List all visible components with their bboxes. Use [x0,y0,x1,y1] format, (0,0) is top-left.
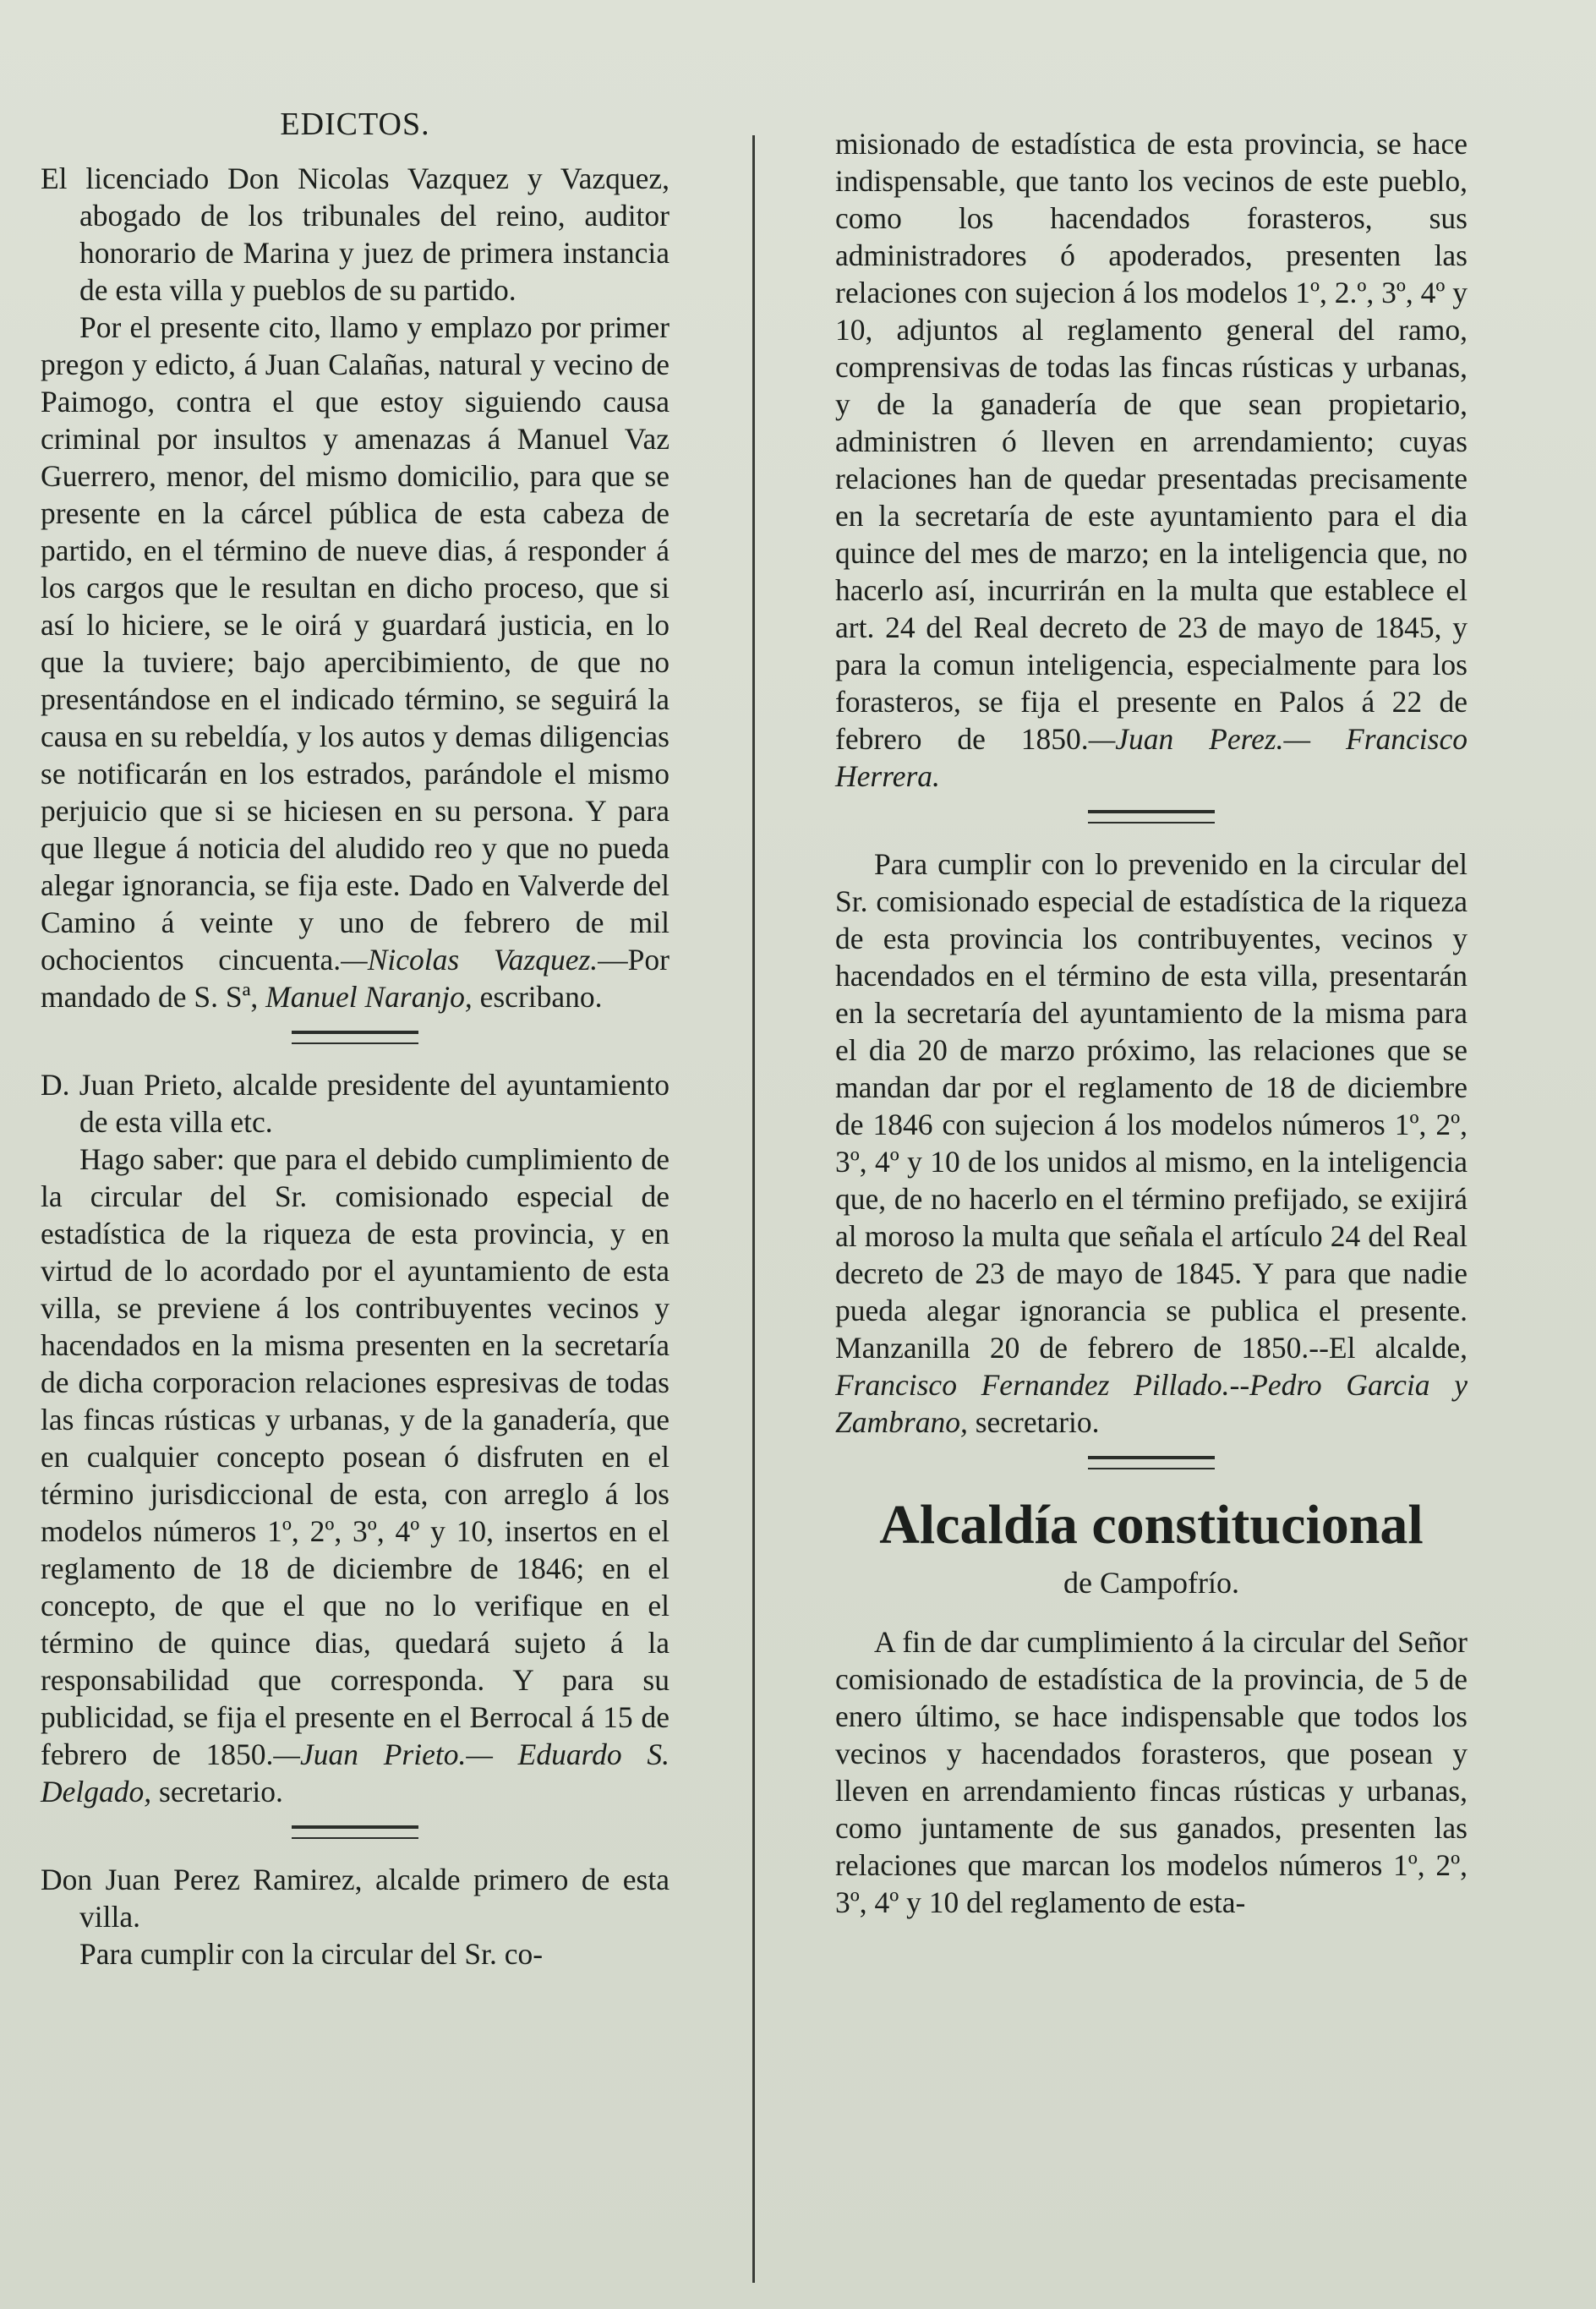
section-subtitle: de Campofrío. [1063,1566,1239,1600]
edict-berrocal [41,1066,670,1810]
edict-intro: El licenciado Don Nicolas Vazquez y Vazquez, abogado de los tribunales del reino, auditor honorario de Marina y juez de primera instancia de esta villa y pueblos de su partido. [41,161,670,307]
separator-rule [292,1825,418,1839]
edict-text: misionado de estadística de esta provincia, se hace indispensable, que tanto los vecinos de este pueblo, como los hacendados forasteros, sus administradores ó apoderados, presenten las relaciones con sujecion á los modelos 1º, 2.º, 3º, 4º y 10, adjuntos al reglamento general del ramo, comprensivas de todas las fincas rústicas y urbanas, y de la ganadería de que sean propietario, administren ó lleven en arrendamiento; cuyas relaciones han de quedar presentadas precisamente en la secretaría de este ayuntamiento para el dia quince del mes de marzo; en la inteligencia que, no hacerlo así, incurrirán en la multa que establece el art. 24 del Real decreto de 23 de mayo de 1845, y para la comun inteligencia, especialmente para los forasteros, se fija el presente en Palos á 22 de febrero de 1850. [835,127,1468,756]
signature: Eduardo S. Delgado, [41,1737,670,1808]
signature: —Nicolas Vazquez. [341,943,598,977]
section-heading-edictos: EDICTOS. [280,107,430,142]
edict-text: secretario. [151,1775,283,1808]
edict-valverde [41,160,670,1015]
signature: —Juan Perez.— [1088,722,1311,756]
signature: —Juan Prieto.— [273,1737,493,1771]
edict-body [41,1141,670,1810]
signature: Francisco Fernandez Pillado.--Pedro Garcia y Zambrano, [835,1368,1468,1439]
edict-body [41,309,670,1015]
section-title: Alcaldía constitucional [879,1494,1424,1556]
signature: Manuel Naranjo, [265,980,473,1014]
edict-text: escribano. [472,980,603,1014]
edict-palos-continued [835,125,1468,795]
separator-rule [1088,810,1215,823]
section-campofrio [835,1491,1468,1921]
left-column [41,106,670,1972]
edict-text: Para cumplir con lo prevenido en la circular del Sr. comisionado especial de estadística de la riqueza de esta provincia los contribuyentes, vecinos y hacendados en el término de esta villa, presentarán en la secretaría del ayuntamiento de la misma para el dia 20 de marzo próximo, las relaciones que se mandan dar por el reglamento de 18 de diciembre de 1846 con sujecion á los modelos números 1º, 2º, 3º, 4º y 10 de los unidos al mismo, en la inteligencia que, de no hacerlo en el término prefijado, se exijirá al moroso la multa que señala el artículo 24 del Real decreto de 23 de mayo de 1845. Y para que nadie pueda alegar ignorancia se publica el presente. Manzanilla 20 de febrero de 1850.--El alcalde, [835,847,1468,1365]
edict-text: Hago saber: que para el debido cumplimiento de la circular del Sr. comisionado especial de estadística de la riqueza de esta provincia, y en virtud de lo acordado por el ayuntamiento de esta villa, se previene á los contribuyentes vecinos y hacendados en la misma presenten en la secretaría de dicha corporacion relaciones espresivas de todas las fincas rústicas y urbanas, y de la ganadería, que en cualquier concepto posean ó disfruten en el término jurisdiccional de esta, con arreglo á los modelos números 1º, 2º, 3º, 4º y 10, insertos en el reglamento de 18 de diciembre de 1846; en el concepto, de que el que no lo verifique en el término de quince dias, quedará sujeto á la responsabilidad que corresponda. Y para su publicidad, se fija el presente en el Berrocal á 15 de febrero de 1850. [41,1142,670,1771]
edict-intro: Don Juan Perez Ramirez, alcalde primero de esta villa. [41,1863,670,1934]
edict-body: Para cumplir con la circular del Sr. co- [79,1937,544,1971]
edict-palos [41,1861,670,1972]
edict-body: A fin de dar cumplimiento á la circular del Señor comisionado de estadística de la provincia, de 5 de enero último, se hace indispensable que todos los vecinos y hacendados forasteros, que posean y lleven en arrendamiento fincas rústicas y urbanas, como juntamente de sus ganados, presenten las relaciones que marcan los modelos números 1º, 2º, 3º, 4º y 10 del reglamento de esta- [835,1625,1468,1919]
edict-text: Por el presente cito, llamo y emplazo por primer pregon y edicto, á Juan Calañas, natural y vecino de Paimogo, contra el que estoy siguiendo causa criminal por insultos y amenazas á Manuel Vaz Guerrero, menor, del mismo domicilio, para que se presente en la cárcel pública de esta cabeza de partido, en el término de nueve dias, á responder á los cargos que le resultan en dicho proceso, que si así lo hiciere, se le oirá y guardará justicia, en lo que la tuviere; bajo apercibimiento, de que no presentándose en el indicado término, se seguirá la causa en su rebeldía, y los autos y demas diligencias se notificarán en los estrados, parándole el mismo perjuicio que si se hiciesen en su persona. Y para que llegue á noticia del aludido reo y que no pueda alegar ignorancia, se fija este. Dado en Valverde del Camino á veinte y uno de febrero de mil ochocientos cincuenta. [41,310,670,977]
column-divider [752,135,755,2283]
separator-rule [292,1031,418,1044]
separator-rule [1088,1456,1215,1469]
edict-body [835,125,1468,795]
edict-manzanilla [835,845,1468,1441]
edict-text: —Por mandado de S. Sª, [41,943,670,1014]
signature: Francisco Herrera. [835,722,1468,793]
edict-text: secretario. [967,1405,1100,1439]
edict-intro: D. Juan Prieto, alcalde presidente del ayuntamiento de esta villa etc. [41,1068,670,1139]
right-column [835,125,1468,1921]
edict-body [835,845,1468,1441]
